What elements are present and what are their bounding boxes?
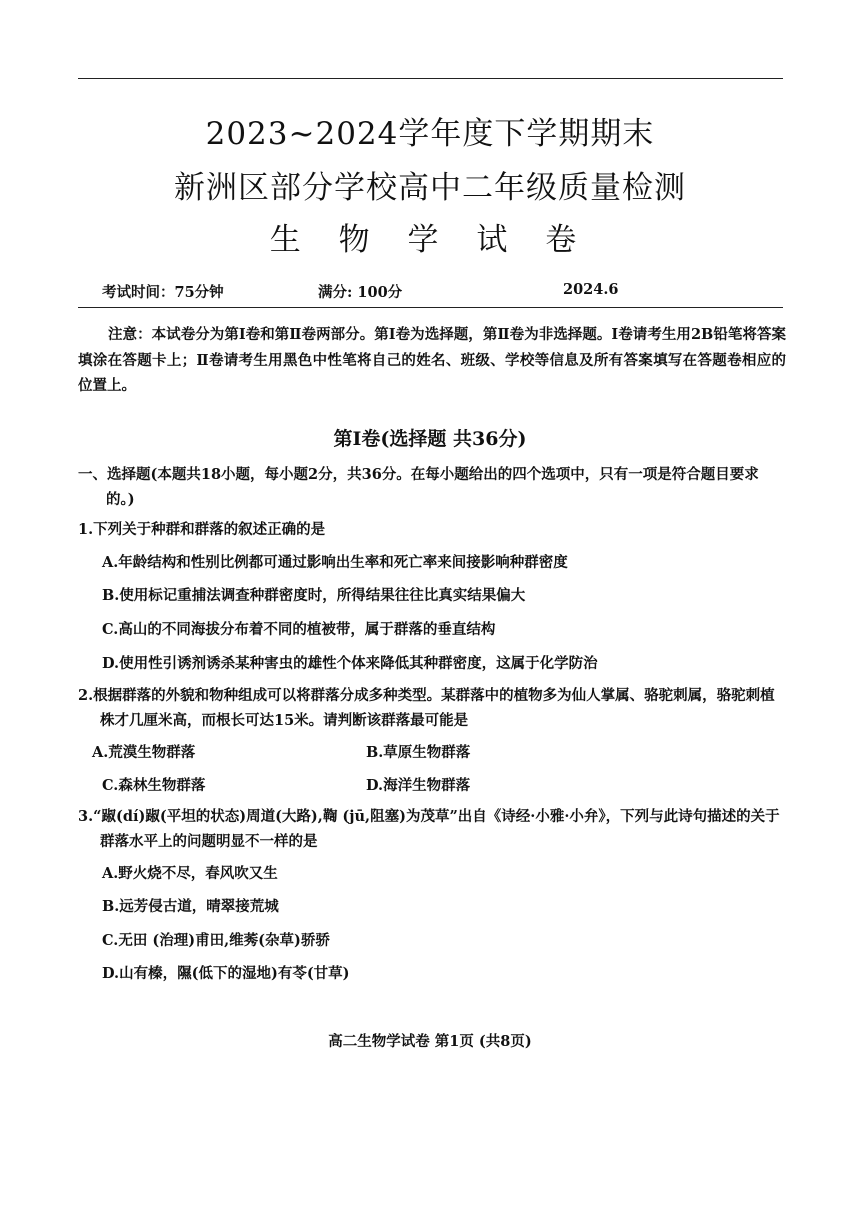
question-1-option-c: C.高山的不同海拔分布着不同的植被带，属于群落的垂直结构 [102,621,496,638]
page-footer: 高二生物学试卷 第1页 (共8页) [328,1033,532,1050]
section-heading: 第Ⅰ卷(选择题 共36分) [333,428,527,450]
exam-notice: 注意：本试卷分为第Ⅰ卷和第Ⅱ卷两部分。第Ⅰ卷为选择题，第Ⅱ卷为非选择题。Ⅰ卷请考生用2B铅笔将答案填涂在答题卡上；Ⅱ卷请考生用黑色中性笔将自己的姓名、班级、学校等信息及所有答案填写在答题卷相应的位置上。 [78,326,786,394]
question-2-option-d: D.海洋生物群落 [366,777,471,794]
question-1-option-d: D.使用性引诱剂诱杀某种害虫的雄性个体来降低其种群密度，这属于化学防治 [102,655,598,672]
question-3-option-b: B.远芳侵古道，晴翠接荒城 [102,898,279,915]
question-2-option-c: C.森林生物群落 [102,777,206,794]
question-2-option-b: B.草原生物群落 [366,744,471,761]
question-1-stem: 1.下列关于种群和群落的叙述正确的是 [78,521,326,538]
question-3-option-c: C.无田 (治理)甫田,维莠(杂草)骄骄 [102,932,330,949]
exam-title-line1: 2023~2024学年度下学期期末 [205,116,655,152]
question-1-option-a: A.年龄结构和性别比例都可通过影响出生率和死亡率来间接影响种群密度 [102,554,568,571]
section-instruction: 一、选择题(本题共18小题，每小题2分，共36分。在每小题给出的四个选项中，只有一项是符合题目要求的。) [78,466,759,508]
exam-title-subject: 生 物 学 试 卷 [269,222,591,258]
question-3-stem: 3.“踧(dí)踧(平坦的状态)周道(大路),鞫 (jū,阻塞)为茂草”出自《诗经·小雅·小弁》，下列与此诗句描述的关于群落水平上的问题明显不一样的是 [78,808,780,850]
top-rule [78,78,783,79]
question-1-option-b: B.使用标记重捕法调查种群密度时，所得结果往往比真实结果偏大 [102,587,526,604]
exam-time: 考试时间：75分钟 [102,284,224,301]
question-3-option-d: D.山有榛，隰(低下的湿地)有苓(甘草) [102,965,350,982]
question-2-stem: 2.根据群落的外貌和物种组成可以将群落分成多种类型。某群落中的植物多为仙人掌属、骆驼刺属，骆驼刺植株才几厘米高，而根长可达15米。请判断该群落最可能是 [78,687,775,729]
exam-title-line2: 新洲区部分学校高中二年级质量检测 [174,170,686,206]
question-2-option-a: A.荒漠生物群落 [92,744,196,761]
exam-full-score: 满分: 100分 [318,284,403,301]
meta-rule [78,307,783,308]
exam-date: 2024.6 [563,281,619,298]
question-3-option-a: A.野火烧不尽，春风吹又生 [102,865,278,882]
